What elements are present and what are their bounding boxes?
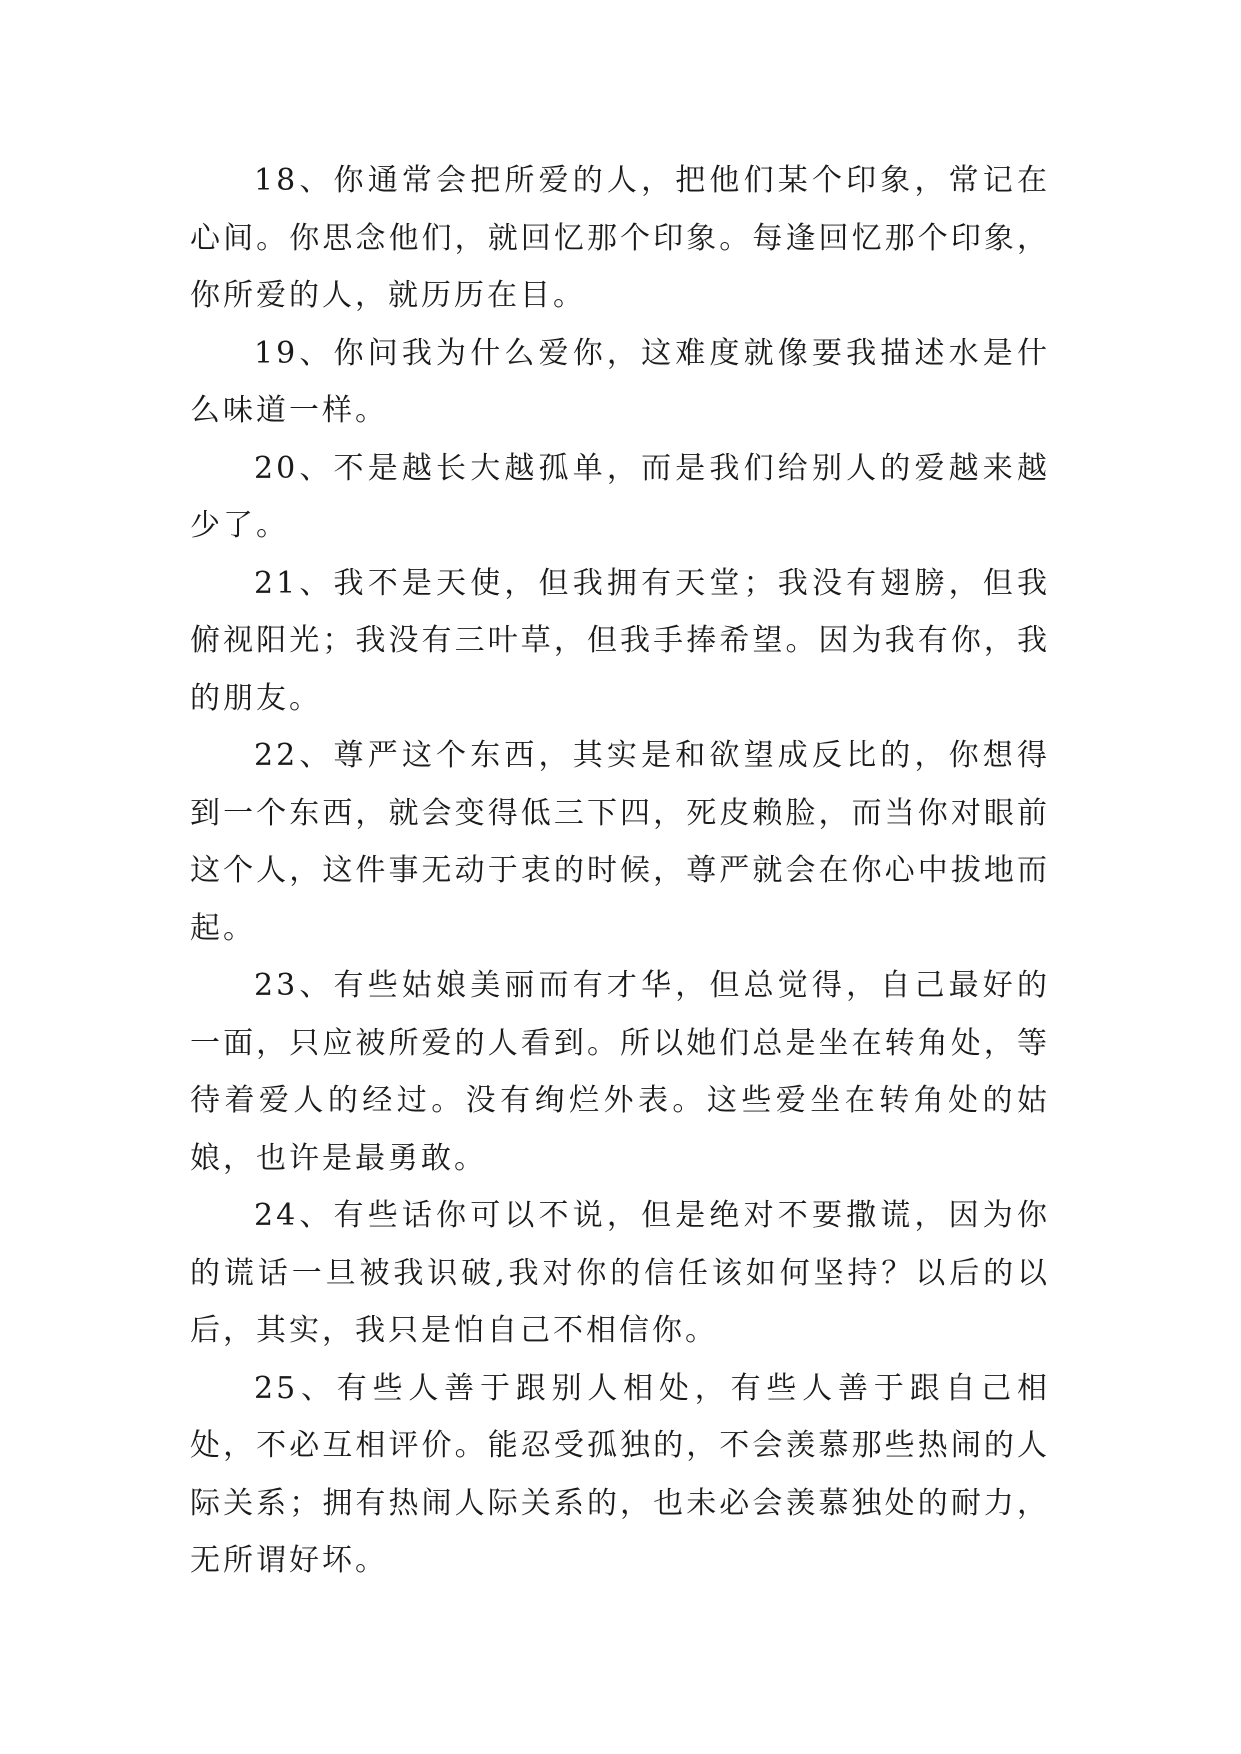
- document-body: [190, 152, 1050, 1590]
- paragraph-20: 20、不是越长大越孤单，而是我们给别人的爱越来越少了。: [190, 450, 1050, 543]
- paragraph-23: 23、有些姑娘美丽而有才华，但总觉得，自己最好的一面，只应被所爱的人看到。所以她们总是坐在转角处，等待着爱人的经过。没有绚烂外表。这些爱坐在转角处的姑娘，也许是最勇敢。: [190, 968, 1050, 1176]
- paragraph-25: 25、有些人善于跟别人相处，有些人善于跟自己相处，不必互相评价。能忍受孤独的，不会羡慕那些热闹的人际关系；拥有热闹人际关系的，也未必会羡慕独处的耐力，无所谓好坏。: [190, 1370, 1050, 1578]
- paragraph-18: 18、你通常会把所爱的人，把他们某个印象，常记在心间。你思念他们，就回忆那个印象。每逢回忆那个印象，你所爱的人，就历历在目。: [190, 163, 1050, 313]
- paragraph-22: 22、尊严这个东西，其实是和欲望成反比的，你想得到一个东西，就会变得低三下四，死皮赖脸，而当你对眼前这个人，这件事无动于衷的时候，尊严就会在你心中拔地而起。: [190, 738, 1050, 946]
- paragraph-24: 24、有些话你可以不说，但是绝对不要撒谎，因为你的谎话一旦被我识破,我对你的信任该如何坚持？以后的以后，其实，我只是怕自己不相信你。: [190, 1198, 1050, 1348]
- paragraph-19: 19、你问我为什么爱你，这难度就像要我描述水是什么味道一样。: [190, 335, 1050, 428]
- paragraph-21: 21、我不是天使，但我拥有天堂；我没有翅膀，但我俯视阳光；我没有三叶草，但我手捧希望。因为我有你，我的朋友。: [190, 565, 1050, 716]
